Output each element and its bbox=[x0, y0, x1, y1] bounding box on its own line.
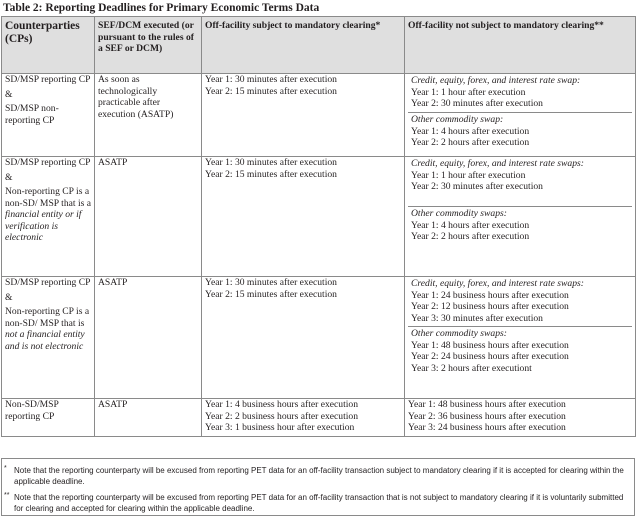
header-mandatory-clearing: Off-facility subject to mandatory clearing* bbox=[202, 17, 405, 74]
cp-not-emphasis: not bbox=[30, 340, 43, 352]
credit-swap-block bbox=[408, 157, 632, 206]
footnote-mark: ** bbox=[4, 492, 10, 499]
cell-not-mandatory bbox=[405, 277, 636, 399]
swap-category-label: Credit, equity, forex, and interest rate swap: bbox=[411, 75, 581, 86]
cp-non-reporting: SD/MSP non-reporting CP bbox=[5, 103, 59, 126]
cp-non-reporting bbox=[5, 306, 91, 352]
cell-counterparties bbox=[2, 277, 95, 399]
reporting-deadlines-table bbox=[1, 16, 636, 437]
cell-sef: As soon as technologically practicable after execution (ASATP) bbox=[95, 74, 202, 157]
cp-non-reporting-text: Non-reporting CP is a non-SD/ MSP that is a bbox=[5, 186, 91, 209]
deadline-line: Year 1: 1 hour after execution bbox=[411, 86, 526, 98]
deadline-line: Year 2: 2 business hours after execution bbox=[205, 410, 359, 422]
commodity-swap-block bbox=[408, 206, 632, 244]
deadline-line: Year 3: 30 minutes after execution bbox=[411, 312, 543, 324]
deadline-line: Year 1: 4 hours after execution bbox=[411, 219, 530, 231]
table-title: Table 2: Reporting Deadlines for Primary Economic Terms Data bbox=[3, 2, 320, 14]
cell-sef: ASATP bbox=[95, 399, 202, 437]
deadline-line: Year 2: 2 hours after execution bbox=[411, 231, 530, 242]
deadline-line: Year 1: 4 business hours after execution bbox=[205, 399, 359, 410]
cell-mandatory bbox=[202, 277, 405, 399]
commodity-swap-block bbox=[408, 326, 632, 375]
footnote-mandatory bbox=[4, 465, 624, 487]
cp-not-emphasis: not bbox=[5, 329, 18, 340]
deadline-line: Year 3: 24 business hours after execution bbox=[408, 422, 566, 433]
footnotes bbox=[1, 458, 635, 516]
ampersand: & bbox=[5, 171, 13, 183]
deadline-line: Year 1: 30 minutes after execution bbox=[205, 277, 337, 288]
header-not-mandatory-clearing: Off-facility not subject to mandatory clearing** bbox=[405, 17, 636, 74]
table-row bbox=[2, 277, 636, 399]
deadline-line: Year 2: 15 minutes after execution bbox=[205, 168, 337, 180]
cell-not-mandatory bbox=[405, 157, 636, 277]
cell-counterparties bbox=[2, 74, 95, 157]
cell-not-mandatory bbox=[405, 399, 636, 437]
credit-swap-block bbox=[408, 277, 632, 326]
deadline-line: Year 3: 1 business hour after execution bbox=[205, 422, 355, 433]
cp-non-reporting bbox=[5, 186, 91, 244]
table-row bbox=[2, 157, 636, 277]
cell-mandatory bbox=[202, 157, 405, 277]
credit-swap-block bbox=[408, 74, 632, 112]
cp-non-reporting-italic: a financial entity and is bbox=[5, 329, 85, 352]
cp-non-reporting-italic: financial entity or if verification is electronic bbox=[5, 209, 82, 243]
header-row bbox=[2, 17, 636, 74]
footnote-text: Note that the reporting counterparty will be excused from reporting PET data for an off-facility transaction that is not subject to mandatory clearing if it is voluntarily submitted for clearing and accepted for clearing within the applicable deadline. bbox=[14, 493, 624, 513]
cell-not-mandatory bbox=[405, 74, 636, 157]
deadline-line: Year 2: 36 business hours after execution bbox=[408, 410, 566, 422]
table-row bbox=[2, 399, 636, 437]
commodity-swap-block bbox=[408, 112, 632, 150]
cell-mandatory bbox=[202, 74, 405, 157]
swap-category-label: Other commodity swaps: bbox=[411, 208, 507, 219]
cp-reporting: SD/MSP reporting CP bbox=[5, 277, 91, 288]
deadline-line: Year 1: 24 business hours after execution bbox=[411, 289, 569, 301]
ampersand: & bbox=[5, 291, 13, 303]
header-sef-dcm: SEF/DCM executed (or pursuant to the rules of a SEF or DCM) bbox=[95, 17, 202, 74]
cp-reporting: SD/MSP reporting CP bbox=[5, 157, 91, 168]
cp-reporting: Non-SD/MSP reporting CP bbox=[5, 399, 59, 422]
deadline-line: Year 2: 24 business hours after execution bbox=[411, 351, 569, 362]
deadline-line: Year 2: 30 minutes after execution bbox=[411, 181, 543, 192]
deadline-line: Year 1: 30 minutes after execution bbox=[205, 74, 337, 85]
cell-mandatory bbox=[202, 399, 405, 437]
cp-reporting: SD/MSP reporting CP bbox=[5, 74, 91, 85]
cell-counterparties bbox=[2, 157, 95, 277]
cell-sef: ASATP bbox=[95, 157, 202, 277]
deadline-line: Year 2: 2 hours after execution bbox=[411, 137, 530, 148]
deadline-line: Year 1: 48 business hours after execution bbox=[411, 339, 569, 351]
table-row bbox=[2, 74, 636, 157]
deadline-line: Year 2: 15 minutes after execution bbox=[205, 85, 337, 97]
footnote-mark: * bbox=[4, 465, 7, 472]
footnote-not-mandatory bbox=[4, 492, 624, 514]
swap-category-label: Other commodity swap: bbox=[411, 114, 504, 125]
header-counterparties: Counterparties (CPs) bbox=[2, 17, 95, 74]
deadline-line: Year 1: 48 business hours after execution bbox=[408, 399, 566, 410]
deadline-line: Year 1: 1 hour after execution bbox=[411, 169, 526, 181]
deadline-line: Year 3: 2 hours after executiont bbox=[411, 362, 532, 374]
cell-counterparties bbox=[2, 399, 95, 437]
deadline-line: Year 1: 4 hours after execution bbox=[411, 125, 530, 137]
swap-category-label: Credit, equity, forex, and interest rate swaps: bbox=[411, 278, 584, 289]
deadline-line: Year 1: 30 minutes after execution bbox=[205, 157, 337, 168]
cell-sef: ASATP bbox=[95, 277, 202, 399]
cp-non-reporting-text: Non-reporting CP is a non-SD/ MSP that is bbox=[5, 306, 90, 329]
deadline-line: Year 2: 30 minutes after execution bbox=[411, 98, 543, 109]
deadline-line: Year 2: 12 business hours after execution bbox=[411, 301, 569, 312]
deadline-line: Year 2: 15 minutes after execution bbox=[205, 288, 337, 300]
swap-category-label: Credit, equity, forex, and interest rate swaps: bbox=[411, 158, 584, 169]
footnote-text: Note that the reporting counterparty will be excused from reporting PET data for an off-facility transaction subject to mandatory clearing if it is accepted for clearing within the applicable deadline. bbox=[14, 466, 624, 486]
swap-category-label: Other commodity swaps: bbox=[411, 328, 507, 339]
cp-non-reporting-italic: electronic bbox=[45, 340, 84, 352]
ampersand: & bbox=[5, 88, 13, 100]
